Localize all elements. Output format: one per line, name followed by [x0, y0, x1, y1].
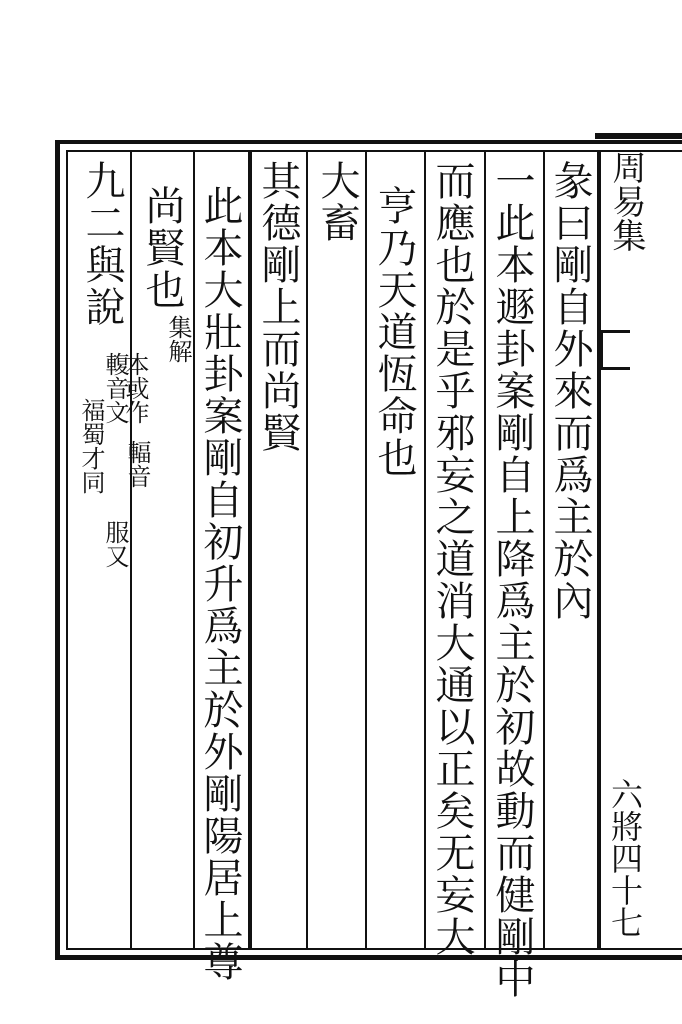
margin-title: 周易集 [606, 150, 646, 252]
note-fu: 輻音 [123, 440, 151, 488]
note-benhuozuo: 本或作 [121, 352, 149, 424]
text-column-7: 此本大壯卦案剛自初升爲主於外剛陽居上尊 [197, 185, 243, 983]
text-column-5: 大畜 [314, 160, 360, 244]
gutter-box [600, 330, 630, 370]
note-fuyin: 輹音 [101, 352, 129, 400]
top-border-bar [595, 133, 682, 139]
text-column-4: 亨乃天道恆命也 [371, 185, 417, 479]
column-rule [424, 150, 426, 950]
text-column-8: 尚賢也 [139, 185, 185, 311]
text-column-6: 其德剛上而尚賢 [255, 160, 301, 454]
annotation-jijie: 集解 [164, 315, 192, 363]
column-rule [306, 150, 308, 950]
column-rule [484, 150, 486, 950]
column-rule [365, 150, 367, 950]
column-rule [543, 150, 545, 950]
column-rule [130, 150, 132, 950]
column-rule [248, 150, 252, 950]
text-column-1: 彖曰剛自外來而爲主於內 [547, 160, 593, 622]
note-fuyou: 服又 [101, 520, 129, 568]
margin-folio: 六將四十七 [606, 778, 644, 938]
text-column-9: 九二與說 [79, 160, 125, 328]
note-fushucai: 福蜀才同 [77, 398, 105, 494]
text-column-3: 而應也於是乎邪妄之道消大通以正矣无妄大 [429, 160, 475, 958]
text-column-2: 一此本遯卦案剛自上降爲主於初故動而健剛中 [489, 160, 535, 1000]
column-rule [597, 150, 601, 950]
note-wen: 文 [101, 400, 129, 424]
column-rule [193, 150, 195, 950]
